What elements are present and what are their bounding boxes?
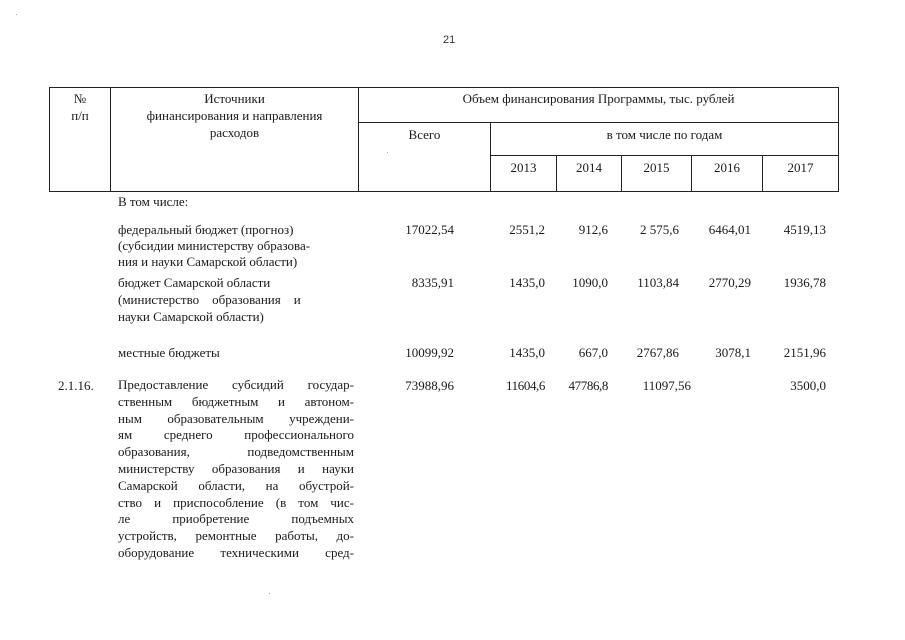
item-2014: 47786,8: [568, 378, 608, 393]
federal-total: 17022,54: [405, 222, 454, 237]
federal-2013: 2551,2: [509, 222, 545, 237]
local-label: местные бюджеты: [118, 345, 220, 360]
header-year-2013: 2013: [510, 160, 537, 175]
scan-speck: [387, 152, 388, 153]
item-desc-line: устройств, ремонтные работы, до-: [118, 528, 354, 544]
scan-speck: [16, 14, 17, 15]
header-num: № п/п: [71, 91, 89, 123]
header-year-2016: 2016: [714, 160, 740, 175]
page-number: 21: [443, 34, 456, 46]
federal-2016: 6464,01: [708, 222, 751, 237]
item-desc-line: ство и приспособление (в том чис-: [118, 494, 354, 510]
item-desc-line: ям среднего профессионального: [118, 427, 354, 443]
local-2017: 2151,96: [783, 345, 826, 360]
federal-line-2: (субсидии министерству образова-: [118, 238, 311, 253]
item-number: 2.1.16.: [58, 378, 94, 393]
item-desc-line: ным образовательным учреждени-: [118, 410, 354, 426]
header-source: Источники финансирования и направления расходов: [146, 91, 323, 140]
local-2015: 2767,86: [636, 345, 679, 360]
regional-line-3: науки Самарской области): [118, 309, 264, 324]
item-2017: 3500,0: [790, 378, 826, 393]
item-description: [118, 377, 354, 562]
header-volume: Объем финансирования Программы, тыс. рублей: [462, 91, 735, 106]
federal-2015: 2 575,6: [640, 222, 679, 237]
regional-line-2: (министерство образования и: [118, 292, 301, 307]
item-desc-line: ле приобретение подъемных: [118, 511, 354, 527]
regional-2017: 1936,78: [783, 275, 826, 290]
item-desc-line: образования, подведомственным: [118, 444, 354, 460]
regional-2013: 1435,0: [509, 275, 545, 290]
regional-2016: 2770,29: [708, 275, 751, 290]
header-year-2015: 2015: [643, 160, 670, 175]
item-2015: 11097,56: [642, 378, 691, 393]
header-year-2014: 2014: [576, 160, 602, 175]
item-desc-line: министерству образования и науки: [118, 460, 354, 476]
regional-total: 8335,91: [411, 275, 454, 290]
header-total: Всего: [408, 127, 441, 142]
local-total: 10099,92: [405, 345, 454, 360]
regional-line-1: бюджет Самарской области: [118, 275, 271, 290]
local-2014: 667,0: [578, 345, 608, 360]
federal-line-3: ния и науки Самарской области): [118, 254, 298, 269]
local-2016: 3078,1: [715, 345, 751, 360]
item-desc-line: Самарской области, на обустрой-: [118, 477, 354, 493]
scan-speck: [269, 593, 270, 594]
including-label: В том числе:: [118, 194, 189, 209]
federal-line-1: федеральный бюджет (прогноз): [118, 222, 294, 237]
item-desc-line: Предоставление субсидий государ-: [118, 377, 354, 392]
item-total: 73988,96: [405, 378, 454, 393]
regional-2014: 1090,0: [572, 275, 608, 290]
item-desc-line: оборудование техническими сред-: [118, 544, 354, 560]
item-desc-line: ственным бюджетным и автоном-: [118, 393, 354, 409]
header-year-2017: 2017: [787, 160, 814, 175]
local-2013: 1435,0: [509, 345, 545, 360]
federal-2014: 912,6: [578, 222, 608, 237]
regional-2015: 1103,84: [637, 275, 679, 290]
federal-2017: 4519,13: [783, 222, 826, 237]
item-2013: 11604,6: [506, 378, 545, 393]
header-by-years: в том числе по годам: [606, 127, 723, 142]
